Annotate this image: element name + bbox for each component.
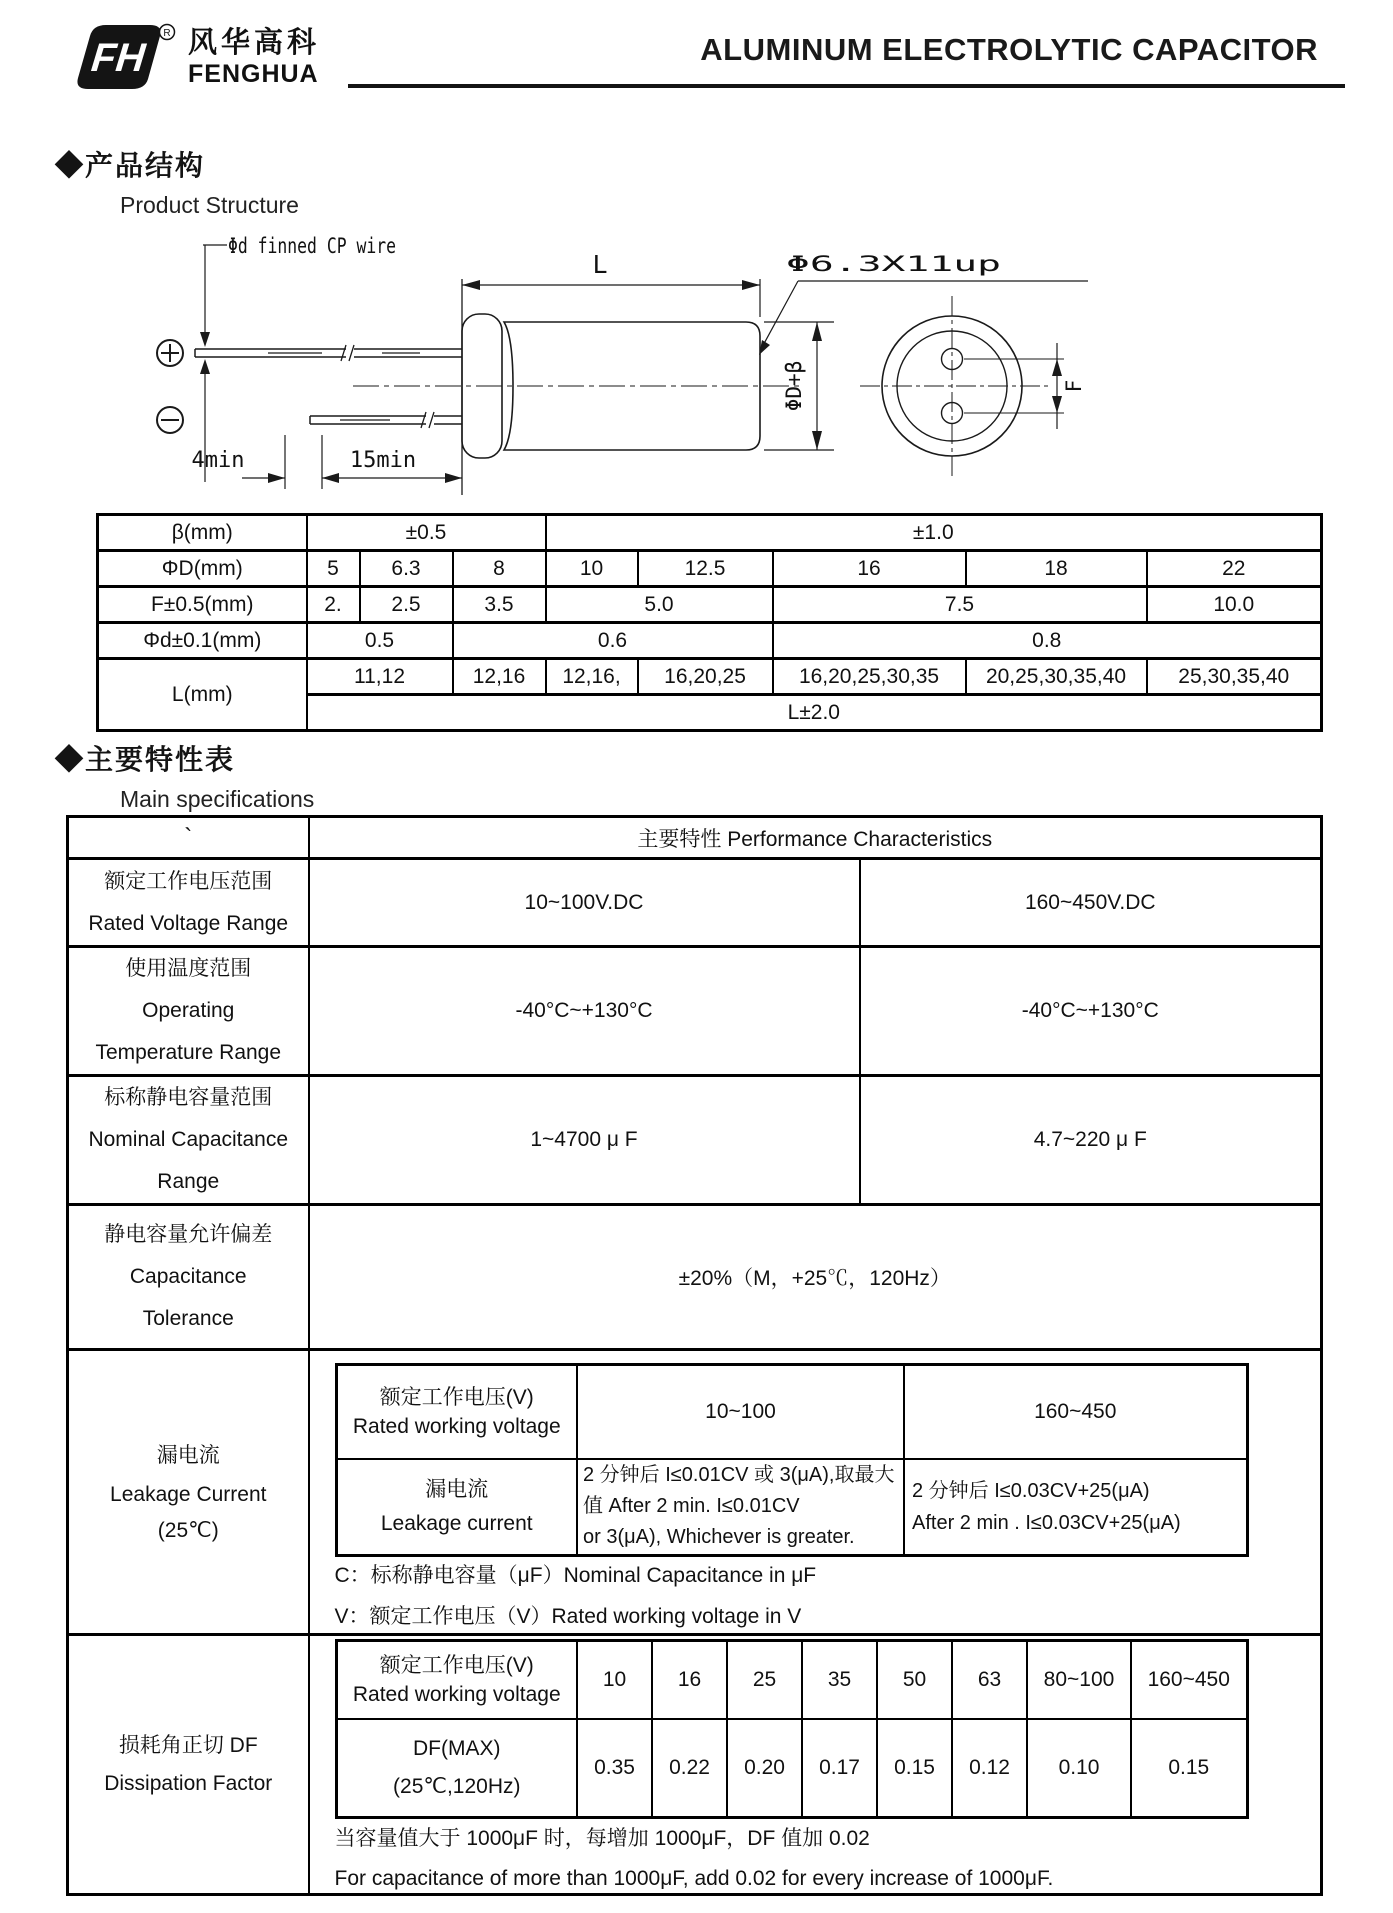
main-spec-heading-cn: ◆主要特性表 (55, 744, 236, 775)
lead-spacing-dimension (1052, 343, 1062, 429)
table-row (68, 1350, 1322, 1635)
label-cn: 额定工作电压(V) (379, 1385, 534, 1409)
label-en: Leakage Current (110, 1483, 267, 1506)
row-label (68, 1076, 309, 1205)
spec-header-cell: 主要特性 Performance Characteristics (309, 817, 1322, 859)
label-cn: 额定工作电压(V) (379, 1653, 534, 1677)
table-cell: 160~450 (1131, 1641, 1247, 1719)
label-en: Operating (142, 999, 235, 1022)
row-label: Φd±0.1(mm) (98, 623, 307, 659)
table-row (68, 1076, 1322, 1205)
cell-line: or 3(μA), Whichever is greater. (583, 1526, 855, 1549)
table-cell: 0.5 (307, 623, 453, 659)
wire-diameter-dimension (200, 245, 227, 482)
label-en: DF(MAX) (413, 1736, 501, 1760)
leakage-inner-table (335, 1363, 1249, 1557)
note-cn: 当容量值大于 1000μF 时，每增加 1000μF，DF 值加 0.02 (334, 1827, 870, 1850)
table-cell: -40°C~+130°C (860, 947, 1322, 1076)
table-cell (577, 1459, 904, 1556)
table-row (68, 947, 1322, 1076)
table-cell: 4.7~220 μ F (860, 1076, 1322, 1205)
table-row (336, 1719, 1247, 1818)
corner-cell: ` (68, 817, 309, 859)
table-cell: 10 (577, 1641, 652, 1719)
lead-stub-label: 4min (191, 448, 245, 473)
table-cell: 10 (546, 551, 638, 587)
table-cell: 22 (1147, 551, 1322, 587)
table-cell: 11,12 (307, 659, 453, 695)
table-row (336, 1459, 1247, 1556)
cell-line: After 2 min . I≤0.03CV+25(μA) (912, 1511, 1181, 1534)
lead-wire-label: Φd finned CP wire (228, 234, 396, 258)
table-cell: 16 (652, 1641, 727, 1719)
label-en: Rated working voltage (352, 1414, 561, 1438)
lower-lead (310, 412, 462, 428)
product-structure-heading-en: Product Structure (120, 192, 299, 218)
table-cell: 16 (773, 551, 966, 587)
table-cell: 0.8 (773, 623, 1322, 659)
row-label: β(mm) (98, 515, 307, 551)
lead-length-label: 15min (349, 448, 417, 473)
table-cell: 12.5 (638, 551, 773, 587)
fenghua-logo-icon (76, 22, 176, 94)
table-cell: 0.15 (877, 1719, 952, 1818)
label-en: Capacitance (129, 1265, 247, 1288)
table-cell: 8 (453, 551, 546, 587)
leakage-notes (335, 1555, 817, 1637)
row-label (336, 1365, 577, 1459)
table-row (98, 515, 1322, 551)
label-en: Leakage current (380, 1511, 533, 1535)
table-row (336, 1365, 1247, 1459)
table-cell: 0.20 (727, 1719, 802, 1818)
brand-name-en: FENGHUA (188, 60, 319, 88)
table-cell: 0.15 (1131, 1719, 1247, 1818)
table-row (336, 1641, 1247, 1719)
cell-line: 2 分钟后 I≤0.03CV+25(μA) (912, 1479, 1150, 1502)
table-cell: 10~100V.DC (309, 859, 860, 947)
row-label: F±0.5(mm) (98, 587, 307, 623)
table-cell: L±2.0 (307, 695, 1322, 731)
label-en: Temperature Range (95, 1041, 282, 1064)
table-cell: 0.6 (453, 623, 773, 659)
table-cell: 12,16 (453, 659, 546, 695)
main-spec-heading-en: Main specifications (120, 786, 315, 812)
length-dimension (462, 279, 760, 317)
label-en: Dissipation Factor (104, 1771, 273, 1795)
table-cell: 1~4700 μ F (309, 1076, 860, 1205)
label-cn: 额定工作电压范围 (104, 869, 273, 893)
note-c: C：标称静电容量（μF）Nominal Capacitance in μF (334, 1564, 817, 1587)
table-cell: 25 (727, 1641, 802, 1719)
table-cell (904, 1459, 1247, 1556)
table-cell: 0.17 (802, 1719, 877, 1818)
table-cell: 35 (802, 1641, 877, 1719)
table-cell: 2. (307, 587, 360, 623)
table-cell: ±0.5 (307, 515, 546, 551)
row-label: ΦD(mm) (98, 551, 307, 587)
row-label (336, 1459, 577, 1556)
table-cell: 5.0 (546, 587, 773, 623)
label-cn: 漏电流 (156, 1444, 220, 1467)
table-row (68, 817, 1322, 859)
table-cell: 0.10 (1027, 1719, 1131, 1818)
header-rule (348, 84, 1345, 88)
label-en: Range (157, 1170, 220, 1193)
upper-lead (195, 345, 462, 361)
note-en: For capacitance of more than 1000μF, add 0.02 for every increase of 1000μF. (334, 1867, 1054, 1890)
table-cell: 25,30,35,40 (1147, 659, 1322, 695)
row-label (68, 1635, 309, 1895)
table-row (98, 587, 1322, 623)
table-cell: 20,25,30,35,40 (966, 659, 1147, 695)
row-label (336, 1641, 577, 1719)
label-cn: 静电容量允许偏差 (104, 1223, 273, 1246)
cell-line: 值 After 2 min. I≤0.01CV (583, 1495, 800, 1518)
df-inner-table (335, 1639, 1249, 1819)
table-cell: 5 (307, 551, 360, 587)
lead-spacing-label: F (1062, 379, 1086, 393)
capacitor-structure-diagram (100, 195, 1100, 505)
table-cell: 18 (966, 551, 1147, 587)
cell-line: 2 分钟后 I≤0.01CV 或 3(μA),取最大 (583, 1464, 895, 1487)
product-structure-heading-cn: ◆产品结构 (55, 150, 206, 181)
table-cell: ±1.0 (546, 515, 1322, 551)
end-view (860, 296, 1064, 476)
label-en: Tolerance (142, 1307, 234, 1330)
label-condition: (25℃,120Hz) (393, 1774, 521, 1798)
row-label (68, 859, 309, 947)
minus-circle-icon (157, 407, 183, 433)
row-label: L(mm) (98, 659, 307, 731)
table-cell: 16,20,25 (638, 659, 773, 695)
label-cn: 使用温度范围 (125, 957, 252, 980)
table-row (68, 859, 1322, 947)
case-spec-leader (759, 281, 1088, 355)
brand-name-cn: 风华高科 (188, 27, 321, 59)
table-cell: 16,20,25,30,35 (773, 659, 966, 695)
table-row (68, 1205, 1322, 1350)
dimension-table (96, 513, 1323, 732)
row-label (336, 1719, 577, 1818)
table-cell: 0.35 (577, 1719, 652, 1818)
row-label (68, 1205, 309, 1350)
table-cell: ±20%（M，+25℃，120Hz） (309, 1205, 1322, 1350)
label-en: Rated Voltage Range (88, 911, 289, 935)
main-specifications-table (66, 815, 1323, 1896)
table-cell: 50 (877, 1641, 952, 1719)
table-cell: 12,16, (546, 659, 638, 695)
leakage-content-cell (309, 1350, 1322, 1635)
note-v: V：额定工作电压（V）Rated working voltage in V (334, 1605, 802, 1628)
plus-circle-icon (157, 340, 183, 366)
table-row (98, 551, 1322, 587)
table-cell: 63 (952, 1641, 1027, 1719)
table-cell: 80~100 (1027, 1641, 1131, 1719)
label-en: Rated working voltage (352, 1682, 561, 1706)
table-cell: 3.5 (453, 587, 546, 623)
label-cn: 损耗角正切 DF (118, 1733, 258, 1757)
table-cell: 10.0 (1147, 587, 1322, 623)
registered-mark: R (163, 28, 171, 39)
table-row (98, 623, 1322, 659)
table-cell: 6.3 (360, 551, 453, 587)
df-notes (335, 1819, 1054, 1899)
table-cell: -40°C~+130°C (309, 947, 860, 1076)
label-cn: 漏电流 (425, 1477, 489, 1501)
brand-block (188, 26, 320, 88)
label-en: Nominal Capacitance (88, 1128, 289, 1151)
row-label (68, 1350, 309, 1635)
table-row (68, 1635, 1322, 1895)
table-cell: 0.22 (652, 1719, 727, 1818)
table-cell: 7.5 (773, 587, 1147, 623)
label-condition: (25℃) (157, 1519, 219, 1542)
table-row (98, 659, 1322, 695)
table-cell: 0.12 (952, 1719, 1027, 1818)
label-cn: 标称静电容量范围 (104, 1086, 273, 1109)
table-cell: 10~100 (577, 1365, 904, 1459)
row-label (68, 947, 309, 1076)
df-content-cell (309, 1635, 1322, 1895)
page-title: ALUMINUM ELECTROLYTIC CAPACITOR (700, 32, 1318, 67)
case-spec-label: Φ6.3X11up (786, 252, 1001, 276)
length-label: L (592, 250, 608, 279)
table-cell: 160~450V.DC (860, 859, 1322, 947)
diameter-label: ΦD+β (782, 360, 806, 412)
table-cell: 2.5 (360, 587, 453, 623)
logo-letters: FH (89, 36, 148, 80)
table-cell: 160~450 (904, 1365, 1247, 1459)
